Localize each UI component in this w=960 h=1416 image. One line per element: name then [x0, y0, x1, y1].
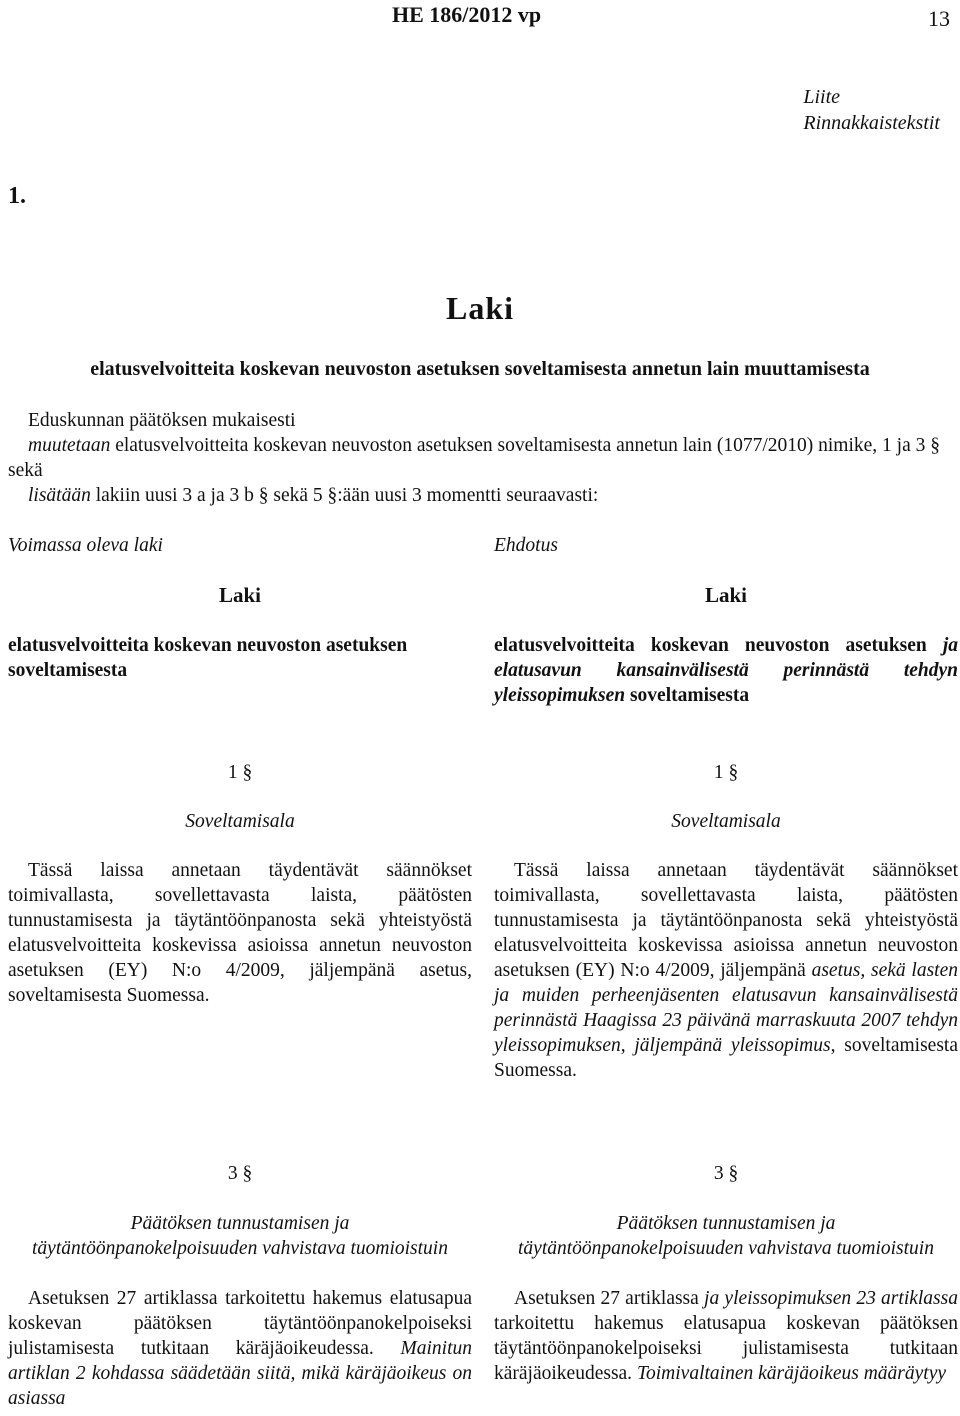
right-s3-text-a: Asetuksen 27 artiklassa	[514, 1288, 705, 1309]
right-section-3-title: Päätöksen tunnustamisen ja täytäntöönpanokelpoisuuden vahvistava tuomioistuin	[518, 1213, 934, 1259]
right-law-name-b: ja elatusavun kansainvälisestä perinnästä tehdyn yleissopimuksen	[494, 635, 958, 706]
right-s3-text-c: tarkoitettu hakemus elatusapua koskevan päätöksen täytäntöönpanokelpoiseksi julistamisesta tutkitaan käräjäoikeudessa.	[494, 1313, 958, 1384]
law-title: Laki	[445, 290, 515, 326]
left-law-name: elatusvelvoitteita koskevan neuvoston asetuksen soveltamisesta	[8, 635, 408, 681]
intro-line-1: Eduskunnan päätöksen mukaisesti	[28, 410, 296, 431]
appendix-label	[803, 84, 940, 136]
appendix-line-2: Rinnakkaistekstit	[803, 112, 940, 134]
right-law-heading: Laki	[704, 583, 748, 607]
left-s3-text-normal: Asetuksen 27 artiklassa tarkoitettu hakemus elatusapua koskevan päätöksen täytäntöönpanokelpoiseksi julistamisesta tutkitaan käräjäoikeudessa.	[8, 1288, 472, 1359]
intro-muutetaan	[8, 433, 954, 483]
appendix-line-1: Liite	[803, 86, 841, 108]
left-column	[8, 533, 472, 558]
muutetaan-text: elatusvelvoitteita koskevan neuvoston asetuksen soveltamisesta annetun lain (1077/2010) nimike, 1 ja 3 § sekä	[8, 435, 940, 481]
right-s3-text-b: ja yleissopimuksen 23 artiklassa	[704, 1288, 958, 1309]
right-law-name-a: elatusvelvoitteita koskevan neuvoston asetuksen	[494, 635, 943, 656]
muutetaan-word: muutetaan	[28, 435, 111, 456]
left-section-1-text: Tässä laissa annetaan täydentävät säännökset toimivallasta, sovellettavasta laista, päätösten tunnustamisesta ja täytäntöönpanosta sekä yhteistyöstä elatusvelvoitteita koskevissa asioissa annetun neuvoston asetuksen (EY) N:o 4/2009, jäljempänä asetus, soveltamisesta Suomessa.	[8, 860, 472, 1006]
right-s1-text-b: asetus, sekä lasten ja muiden perheenjäsenten elatusavun kansainvälisestä perinnästä Haagissa 23 päivänä marraskuuta 2007 tehdyn yleissopimuksen, jäljempänä yleissopimus	[494, 960, 959, 1056]
intro-lisataan	[28, 483, 954, 508]
right-s3-text-d: Toimivaltainen käräjäoikeus määräytyy	[636, 1363, 947, 1384]
left-section-1-title: Soveltamisala	[185, 811, 295, 832]
right-section-1-title: Soveltamisala	[671, 811, 781, 832]
left-s3-text-italic: Mainitun artiklan 2 kohdassa säädetään siitä, mikä käräjäoikeus on asiassa	[8, 1338, 472, 1409]
lisataan-word: lisätään	[28, 485, 91, 506]
right-section-3-number: 3 §	[713, 1163, 739, 1184]
law-subtitle: elatusvelvoitteita koskevan neuvoston asetuksen soveltamisesta annetun lain muuttamisesta	[90, 358, 870, 380]
right-section-1-text	[494, 858, 958, 1083]
intro-paragraph	[8, 408, 954, 508]
left-section-3-text	[8, 1286, 472, 1411]
lisataan-text: lakiin uusi 3 a ja 3 b § sekä 5 §:ään uusi 3 momentti seuraavasti:	[90, 485, 599, 506]
right-s1-text-a: Tässä laissa annetaan täydentävät säännökset toimivallasta, sovellettavasta laista, päätösten tunnustamisesta ja täytäntöönpanosta sekä yhteistyöstä elatusvelvoitteita koskevissa asioissa annetun neuvoston asetuksen (EY) N:o 4/2009, jäljempänä	[494, 860, 958, 981]
right-column	[494, 533, 958, 558]
left-section-3-title: Päätöksen tunnustamisen ja täytäntöönpanokelpoisuuden vahvistava tuomioistuin	[32, 1213, 448, 1259]
right-section-1-number: 1 §	[713, 762, 739, 783]
right-column-heading: Ehdotus	[494, 535, 558, 556]
left-law-heading: Laki	[218, 583, 262, 607]
right-s1-text-c: , soveltamisesta Suomessa.	[494, 1035, 958, 1081]
section-number: 1.	[8, 183, 26, 209]
left-column-heading: Voimassa oleva laki	[8, 535, 163, 556]
right-law-name	[494, 633, 958, 708]
left-section-3-number: 3 §	[227, 1163, 253, 1184]
right-section-3-text	[494, 1286, 958, 1386]
page-number: 13	[928, 6, 950, 31]
document-id: HE 186/2012 vp	[392, 2, 542, 27]
right-law-name-c: soveltamisesta	[625, 685, 750, 706]
left-section-1-number: 1 §	[227, 762, 253, 783]
